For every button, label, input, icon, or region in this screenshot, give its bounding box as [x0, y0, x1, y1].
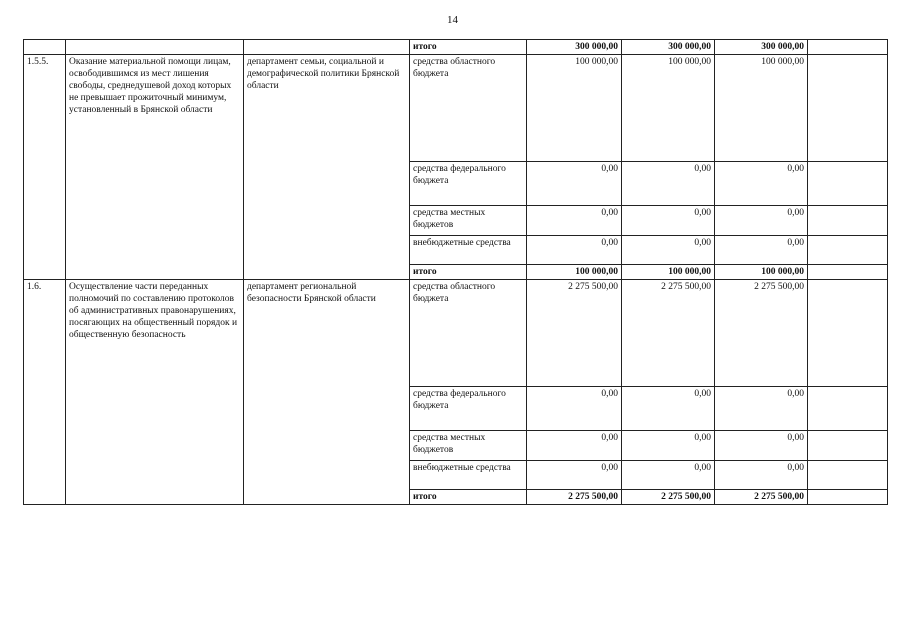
- item-executor: департамент региональной безопасности Брянской области: [244, 280, 410, 505]
- item-executor: департамент семьи, социальной и демографической политики Брянской области: [244, 55, 410, 280]
- amount-cell: 100 000,00: [715, 55, 808, 162]
- funding-source-cell: итого: [410, 40, 527, 55]
- table-cell: [66, 40, 244, 55]
- table-cell: [808, 490, 888, 505]
- amount-cell: 100 000,00: [622, 265, 715, 280]
- amount-cell: 0,00: [715, 387, 808, 431]
- table-cell: [808, 55, 888, 162]
- table-cell: [808, 40, 888, 55]
- amount-cell: 100 000,00: [527, 265, 622, 280]
- amount-cell: 0,00: [715, 461, 808, 490]
- table-row: [24, 55, 888, 162]
- table-cell: [244, 40, 410, 55]
- table-cell: [808, 162, 888, 206]
- amount-cell: 100 000,00: [527, 55, 622, 162]
- funding-source-cell: средства федерального бюджета: [410, 162, 527, 206]
- budget-table: [23, 39, 888, 505]
- amount-cell: 0,00: [622, 236, 715, 265]
- amount-cell: 2 275 500,00: [622, 490, 715, 505]
- table-row: [24, 40, 888, 55]
- amount-cell: 300 000,00: [715, 40, 808, 55]
- funding-source-cell: внебюджетные средства: [410, 236, 527, 265]
- amount-cell: 0,00: [527, 236, 622, 265]
- table-cell: [808, 387, 888, 431]
- item-number: 1.5.5.: [24, 55, 66, 280]
- item-number: 1.6.: [24, 280, 66, 505]
- amount-cell: 0,00: [622, 206, 715, 236]
- table-cell: [808, 206, 888, 236]
- table-cell: [808, 280, 888, 387]
- amount-cell: 100 000,00: [622, 55, 715, 162]
- amount-cell: 2 275 500,00: [715, 280, 808, 387]
- amount-cell: 0,00: [715, 431, 808, 461]
- table-cell: [808, 265, 888, 280]
- funding-source-cell: итого: [410, 265, 527, 280]
- amount-cell: 0,00: [527, 387, 622, 431]
- amount-cell: 0,00: [622, 162, 715, 206]
- table-cell: [808, 236, 888, 265]
- amount-cell: 300 000,00: [527, 40, 622, 55]
- item-name: Осуществление части переданных полномочий по составлению протоколов об административных правонарушениях, посягающих на общественный порядок и общественную безопасность: [66, 280, 244, 505]
- amount-cell: 2 275 500,00: [527, 490, 622, 505]
- page-number: 14: [447, 14, 458, 26]
- item-name: Оказание материальной помощи лицам, освободившимся из мест лишения свободы, среднедушевой доход которых не превышает прожиточный минимум, установленный в Брянской области: [66, 55, 244, 280]
- amount-cell: 0,00: [715, 206, 808, 236]
- amount-cell: 300 000,00: [622, 40, 715, 55]
- amount-cell: 0,00: [527, 431, 622, 461]
- amount-cell: 2 275 500,00: [715, 490, 808, 505]
- table-cell: [808, 431, 888, 461]
- funding-source-cell: средства областного бюджета: [410, 55, 527, 162]
- amount-cell: 0,00: [622, 461, 715, 490]
- table-cell: [808, 461, 888, 490]
- funding-source-cell: средства местных бюджетов: [410, 431, 527, 461]
- amount-cell: 100 000,00: [715, 265, 808, 280]
- amount-cell: 0,00: [527, 206, 622, 236]
- funding-source-cell: внебюджетные средства: [410, 461, 527, 490]
- amount-cell: 2 275 500,00: [527, 280, 622, 387]
- funding-source-cell: итого: [410, 490, 527, 505]
- amount-cell: 0,00: [527, 461, 622, 490]
- amount-cell: 0,00: [715, 236, 808, 265]
- table-row: [24, 280, 888, 387]
- funding-source-cell: средства местных бюджетов: [410, 206, 527, 236]
- amount-cell: 0,00: [622, 431, 715, 461]
- funding-source-cell: средства федерального бюджета: [410, 387, 527, 431]
- funding-source-cell: средства областного бюджета: [410, 280, 527, 387]
- amount-cell: 0,00: [527, 162, 622, 206]
- amount-cell: 2 275 500,00: [622, 280, 715, 387]
- amount-cell: 0,00: [715, 162, 808, 206]
- table-cell: [24, 40, 66, 55]
- amount-cell: 0,00: [622, 387, 715, 431]
